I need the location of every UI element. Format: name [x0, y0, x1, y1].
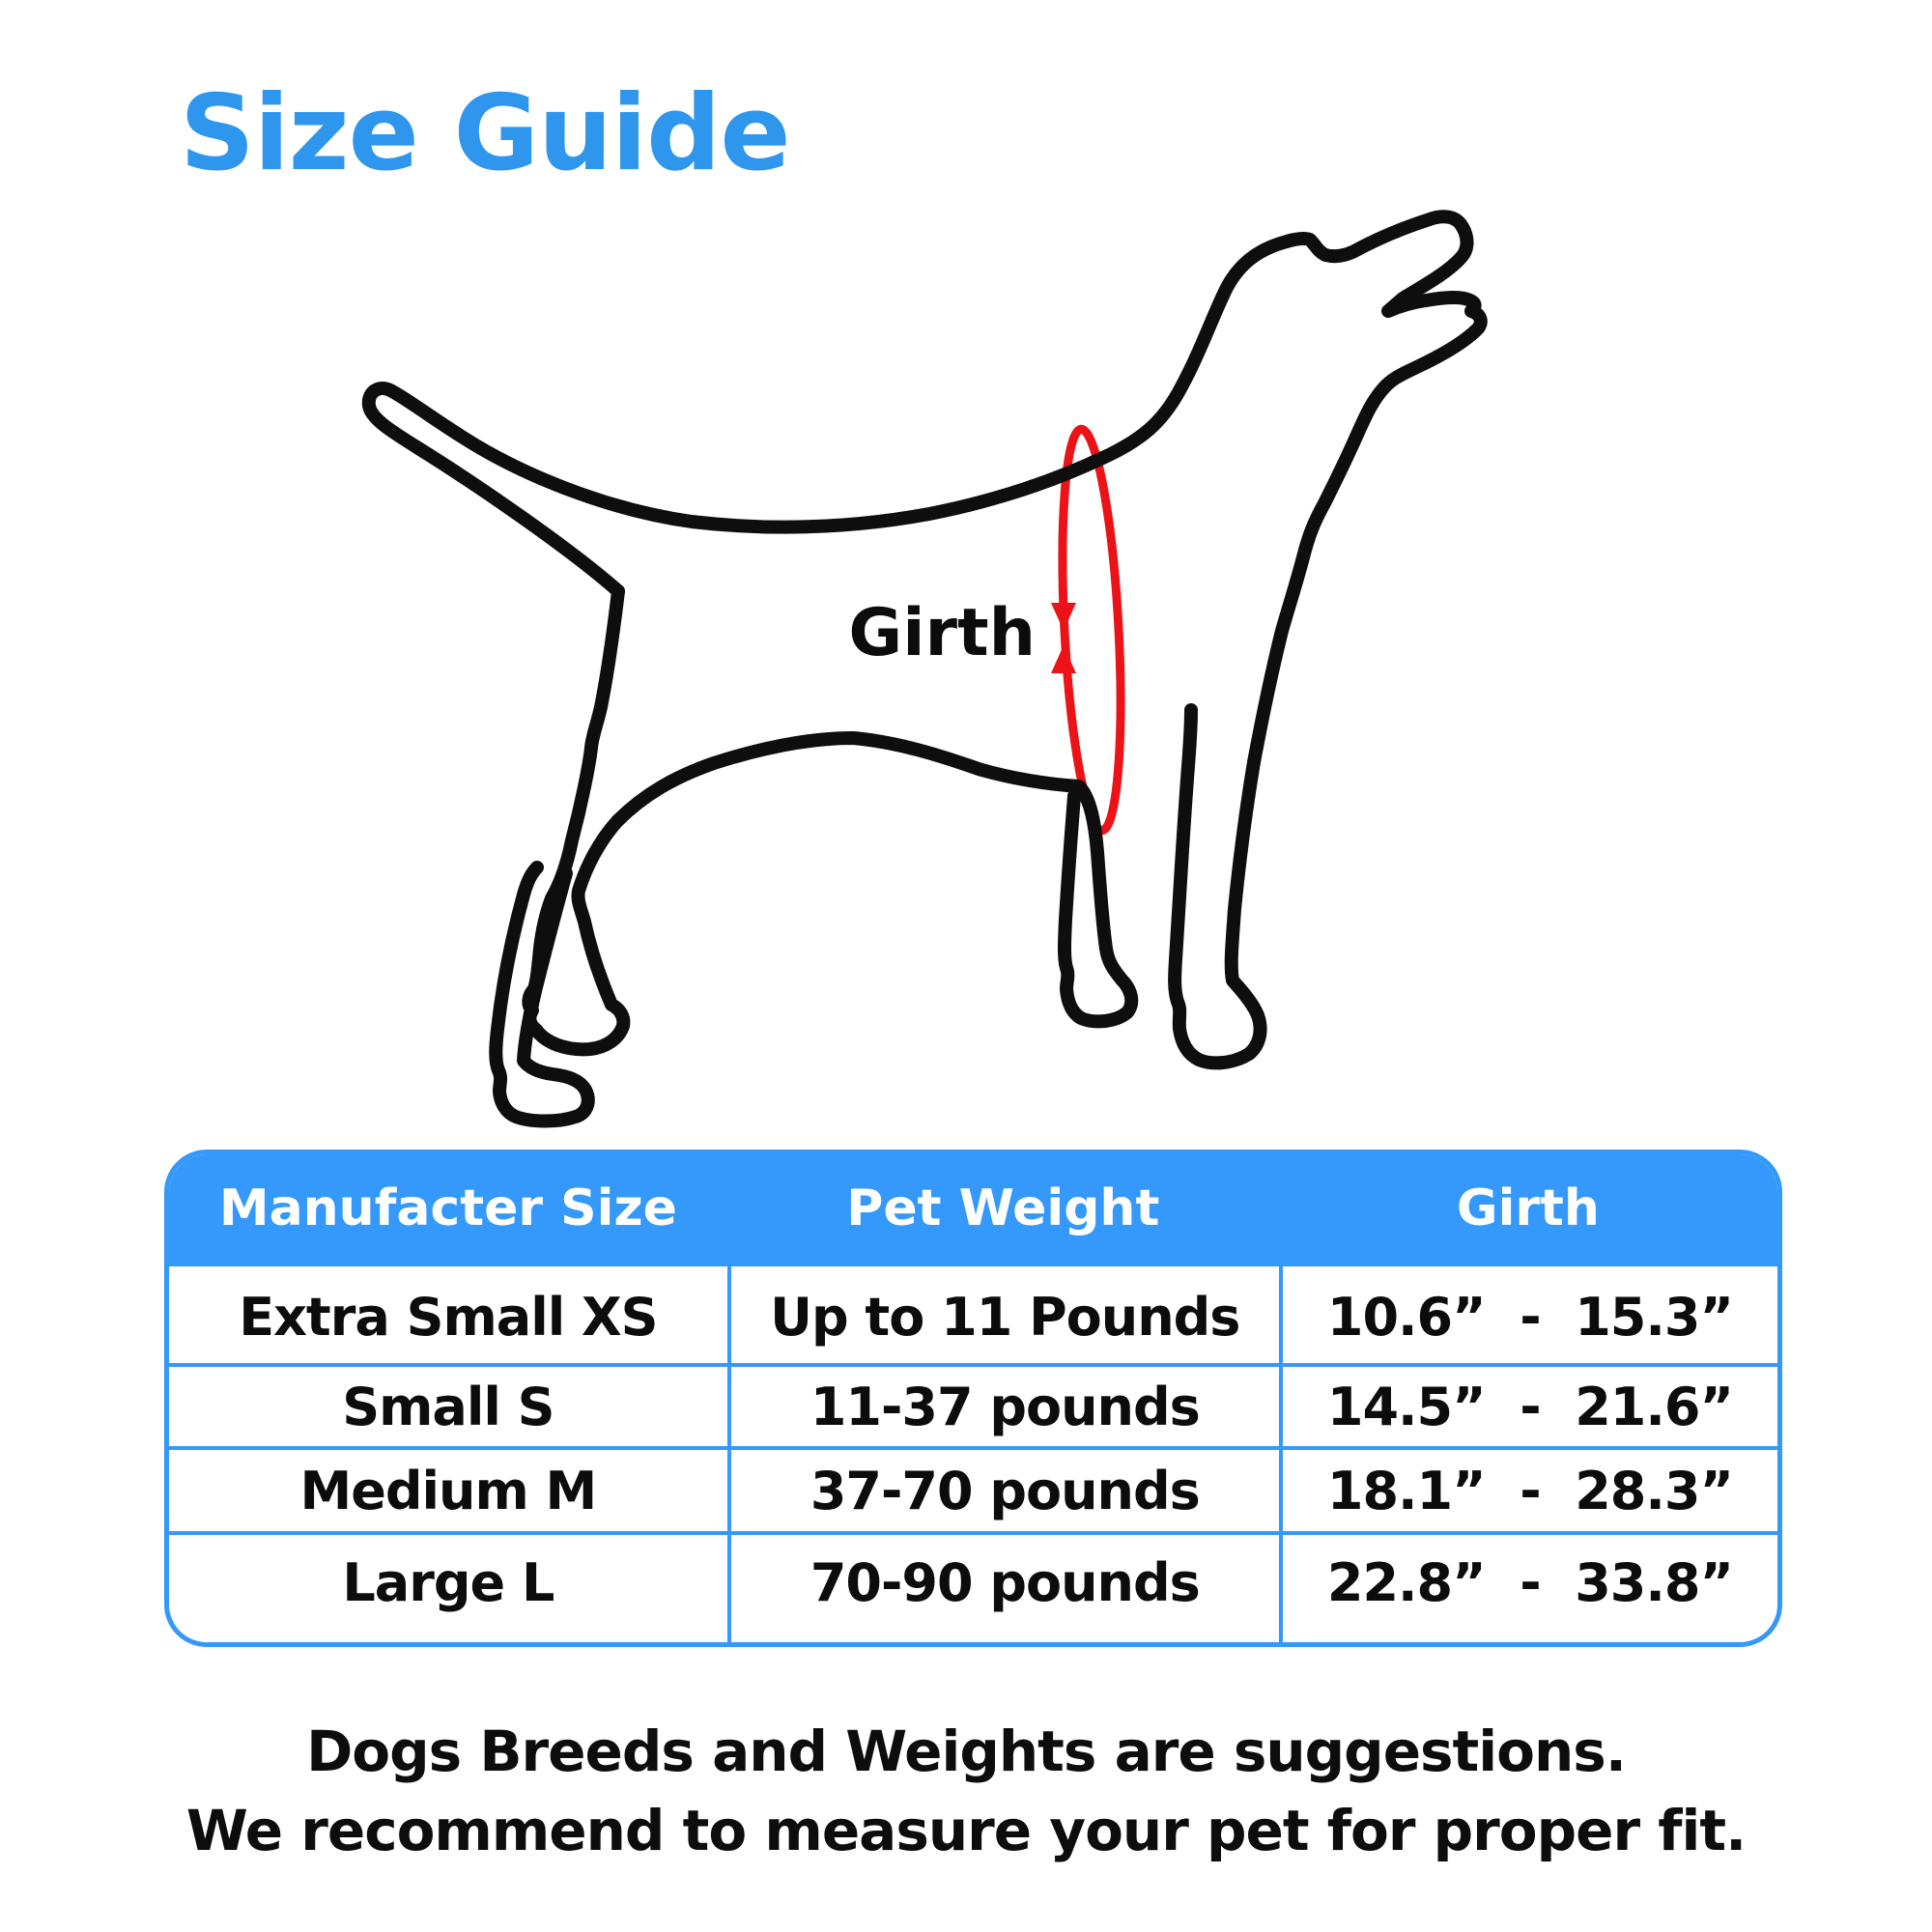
- girth-cell-s: 14.5” - 21.6”: [1279, 1363, 1777, 1446]
- weight-cell-xs: Up to 11 Pounds: [727, 1263, 1279, 1363]
- weight-cell-s: 11-37 pounds: [727, 1363, 1279, 1446]
- girth-cell-m: 18.1” - 28.3”: [1279, 1446, 1777, 1531]
- weight-cell-l: 70-90 pounds: [727, 1531, 1279, 1642]
- weight-cell-m: 37-70 pounds: [727, 1446, 1279, 1531]
- girth-arrow-down-icon: [1051, 603, 1076, 631]
- column-header-girth: Girth: [1279, 1154, 1777, 1263]
- column-header-pet-weight: Pet Weight: [727, 1154, 1279, 1263]
- girth-label: Girth: [848, 595, 1036, 671]
- page-title: Size Guide: [180, 73, 790, 194]
- size-cell-l: Large L: [169, 1531, 727, 1642]
- girth-cell-l: 22.8” - 33.8”: [1279, 1531, 1777, 1642]
- dog-belly-legs: [528, 591, 1131, 1049]
- girth-arrow-up-icon: [1051, 645, 1076, 673]
- footer-note-line1: Dogs Breeds and Weights are suggestions.: [306, 1719, 1626, 1784]
- footer-note-line2: We recommend to measure your pet for proper fit.: [185, 1798, 1747, 1864]
- column-header-manufacturer-size: Manufacter Size: [169, 1154, 727, 1263]
- size-chart-table: [164, 1150, 1782, 1647]
- footer-note: [0, 1712, 1932, 1871]
- size-cell-s: Small S: [169, 1363, 727, 1446]
- girth-ellipse: [1054, 428, 1129, 832]
- size-cell-xs: Extra Small XS: [169, 1263, 727, 1363]
- girth-cell-xs: 10.6” - 15.3”: [1279, 1263, 1777, 1363]
- size-cell-m: Medium M: [169, 1446, 727, 1531]
